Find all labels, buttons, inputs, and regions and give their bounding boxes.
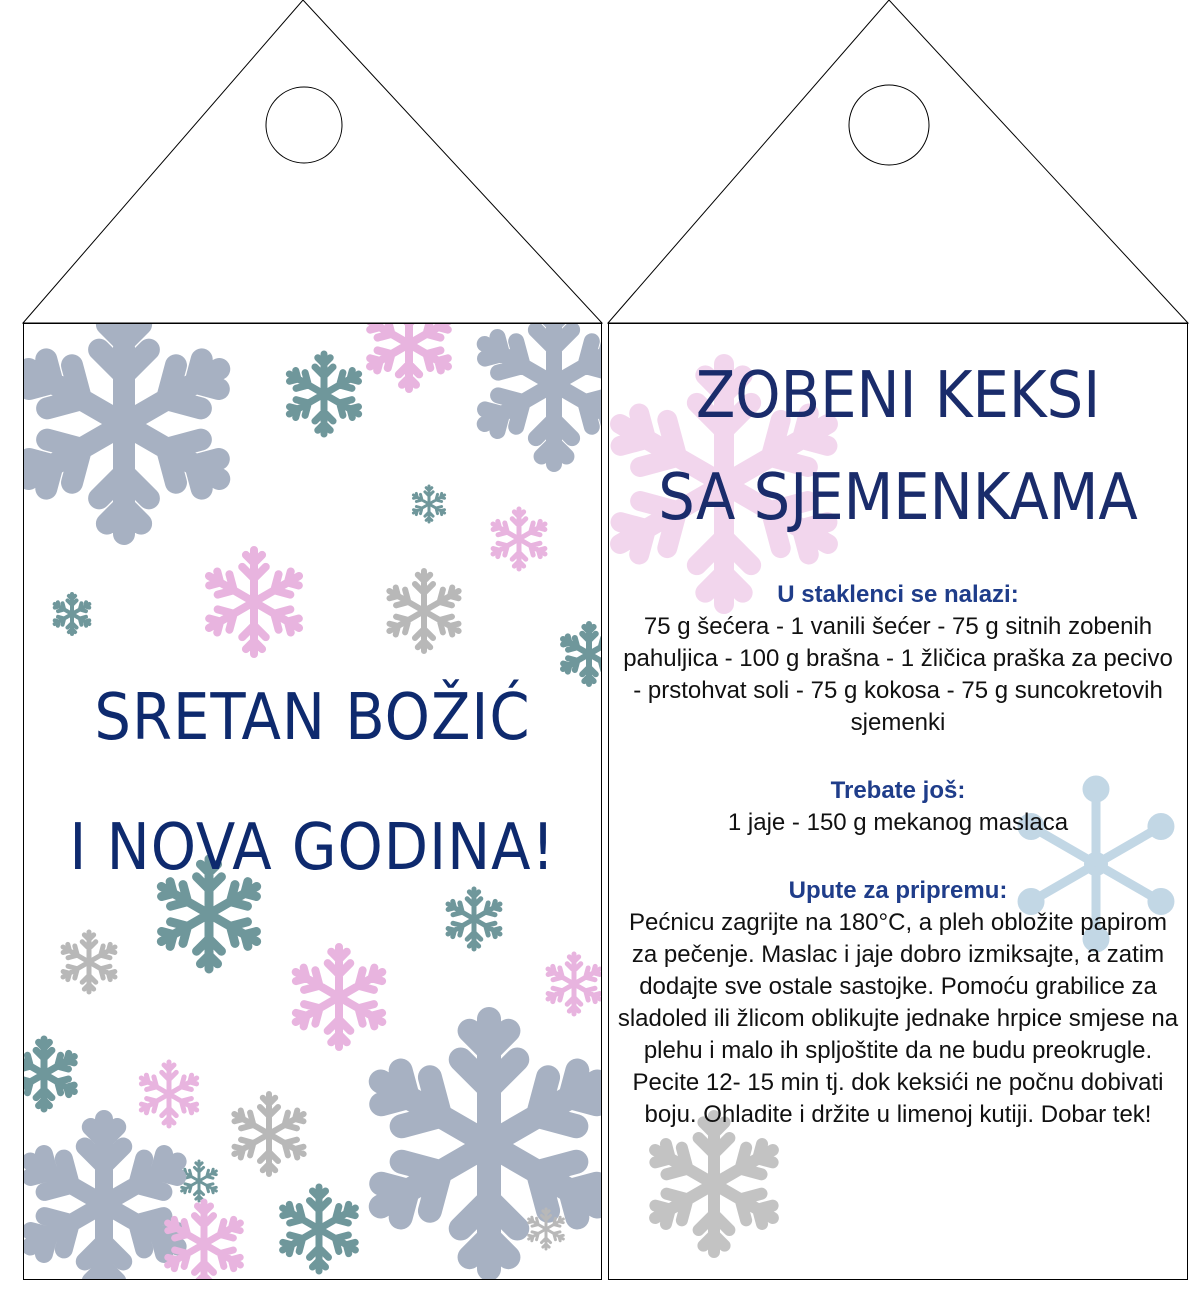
snowflake-icon [30, 1119, 177, 1279]
snowflake-icon [141, 1062, 196, 1126]
snowflake-icon [24, 1039, 74, 1109]
snowflake-icon [563, 624, 601, 684]
snowflake-icon [370, 324, 448, 389]
greeting-line-2: I NOVA GODINA! [69, 811, 556, 885]
snowflake-icon [29, 324, 220, 534]
recipe-title-line-2: SA SJEMENKAMA [658, 461, 1138, 535]
snowflake-decoration [24, 324, 601, 1279]
snowflake-icon [389, 571, 458, 651]
snowflake-icon [485, 324, 601, 464]
snowflake-icon [283, 1187, 356, 1271]
snowflake-icon [296, 947, 383, 1047]
snowflake-icon [413, 486, 444, 522]
snowflake-icon [168, 1202, 241, 1279]
jar-heading: U staklenci se nalazi: [777, 581, 1019, 608]
need-heading: Trebate još: [830, 777, 966, 804]
snowflake-icon [548, 954, 600, 1014]
snowflake-icon [182, 1161, 217, 1201]
recipe-tag [608, 323, 1188, 1280]
snowflake-icon [381, 1019, 598, 1269]
jar-ingredients: 75 g šećera - 1 vanili šećer - 75 g sitnih zobenih pahuljica - 100 g brašna - 1 žličica praška za pecivo - prstohvat soli - 75 g kokosa - 75 g suncokretovih sjemenki [623, 613, 1173, 736]
steps-text: Pećnicu zagrijte na 180°C, a pleh obložite papirom za pečenje. Maslac i jaje dobro izmiksajte, a zatim dodajte sve ostale sastojke. Pomoću grabilice za sladoled ili žlicom oblikujte jednake hrpice smjese na plehu i malo ih spljoštite da ne budu preokrugle. Pecite 12- 15 min tj. dok keksići ne počnu dobivati boju. Ohladite i držite u limenoj kutiji. Dobar tek! [617, 909, 1179, 1128]
greeting-line-1: SRETAN BOŽIĆ [94, 681, 531, 755]
recipe-content [609, 579, 1187, 1131]
snowflake-icon [55, 594, 90, 634]
snowflake-icon [655, 1116, 773, 1252]
greeting-tag [23, 323, 602, 1280]
steps-heading: Upute za pripremu: [788, 877, 1008, 904]
left-hang-hole [266, 87, 342, 163]
recipe-title-line-1: ZOBENI KEKSI [695, 359, 1101, 433]
snowflake-icon [234, 1094, 303, 1174]
snowflake-icon [209, 550, 299, 654]
need-ingredients: 1 jaje - 150 g mekanog maslaca [727, 809, 1069, 836]
snowflake-icon [448, 889, 500, 949]
right-hang-hole [849, 85, 929, 165]
snowflake-icon [493, 509, 545, 569]
snowflake-icon [289, 354, 358, 434]
snowflake-icon [63, 932, 115, 992]
